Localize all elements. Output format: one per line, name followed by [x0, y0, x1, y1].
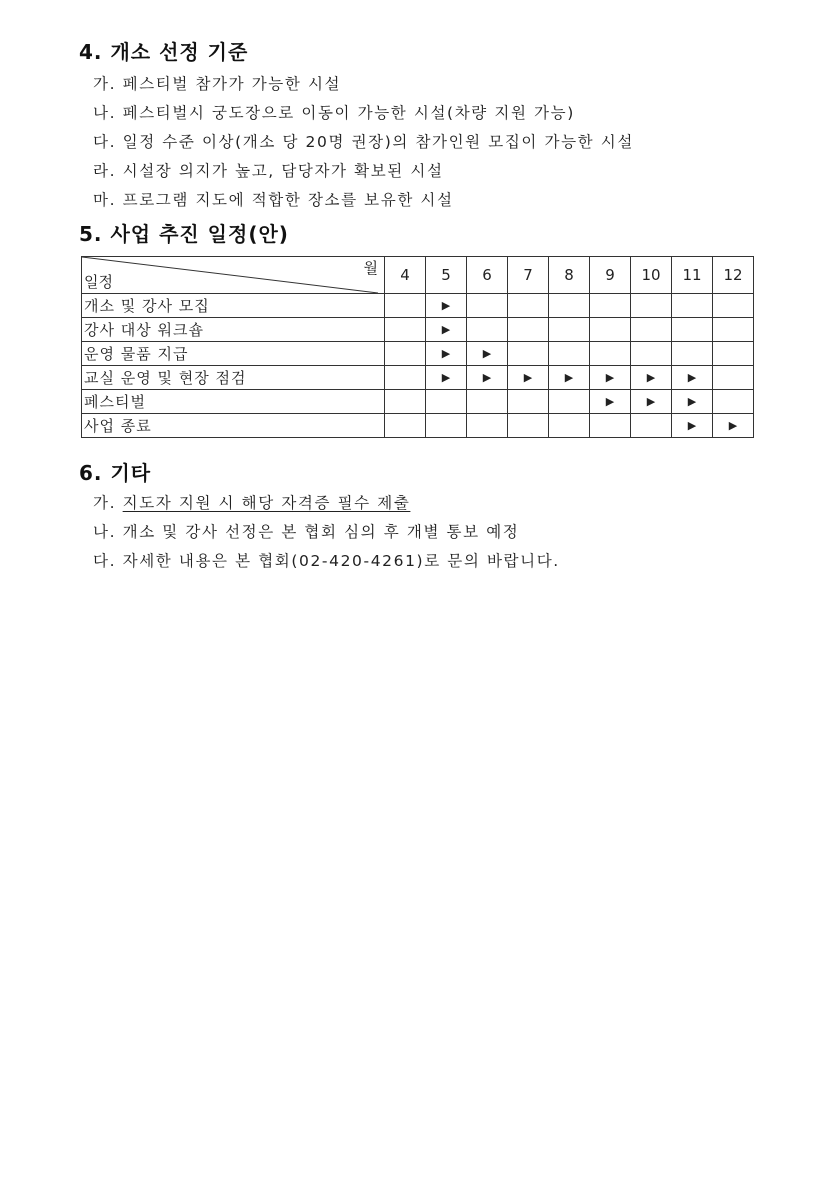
month-header: 4: [385, 257, 426, 294]
schedule-empty-cell: [549, 390, 590, 414]
diagonal-line: [82, 257, 382, 293]
schedule-marker-cell: ▶: [426, 366, 467, 390]
schedule-row-label: 페스티벌: [82, 390, 385, 414]
schedule-empty-cell: [467, 414, 508, 438]
schedule-empty-cell: [385, 390, 426, 414]
schedule-empty-cell: [590, 318, 631, 342]
schedule-table: [81, 256, 754, 438]
schedule-empty-cell: [631, 414, 672, 438]
schedule-empty-cell: [549, 318, 590, 342]
schedule-empty-cell: [426, 414, 467, 438]
schedule-row: [82, 318, 754, 342]
schedule-marker-cell: ▶: [426, 342, 467, 366]
schedule-empty-cell: [631, 342, 672, 366]
month-header: 12: [713, 257, 754, 294]
schedule-row: [82, 294, 754, 318]
schedule-empty-cell: [631, 294, 672, 318]
section-6-item-3: 다. 자세한 내용은 본 협회(02-420-4261)로 문의 바랍니다.: [93, 552, 560, 570]
schedule-empty-cell: [672, 342, 713, 366]
schedule-empty-cell: [672, 294, 713, 318]
schedule-row-label: 사업 종료: [82, 414, 385, 438]
schedule-empty-cell: [713, 366, 754, 390]
schedule-marker-cell: ▶: [631, 366, 672, 390]
schedule-empty-cell: [549, 294, 590, 318]
schedule-marker-cell: ▶: [467, 366, 508, 390]
schedule-empty-cell: [713, 318, 754, 342]
section-6-item-2: 나. 개소 및 강사 선정은 본 협회 심의 후 개별 통보 예정: [93, 523, 520, 541]
schedule-empty-cell: [713, 390, 754, 414]
schedule-marker-cell: ▶: [549, 366, 590, 390]
schedule-empty-cell: [590, 414, 631, 438]
schedule-empty-cell: [672, 318, 713, 342]
month-header: 6: [467, 257, 508, 294]
schedule-empty-cell: [508, 390, 549, 414]
schedule-marker-cell: ▶: [672, 414, 713, 438]
schedule-row-label: 교실 운영 및 현장 점검: [82, 366, 385, 390]
schedule-marker-cell: ▶: [426, 318, 467, 342]
schedule-marker-cell: ▶: [713, 414, 754, 438]
schedule-marker-cell: ▶: [508, 366, 549, 390]
section-6-title: 6. 기타: [79, 461, 152, 485]
schedule-row: [82, 390, 754, 414]
month-header: 5: [426, 257, 467, 294]
schedule-row: [82, 366, 754, 390]
header-schedule-label: 일정: [84, 273, 113, 291]
schedule-empty-cell: [385, 294, 426, 318]
schedule-empty-cell: [508, 294, 549, 318]
schedule-empty-cell: [508, 318, 549, 342]
schedule-empty-cell: [385, 414, 426, 438]
section-4-item-3: 다. 일정 수준 이상(개소 당 20명 권장)의 참가인원 모집이 가능한 시설: [93, 133, 634, 151]
schedule-empty-cell: [385, 318, 426, 342]
header-month-label: 월: [363, 259, 378, 277]
schedule-marker-cell: ▶: [631, 390, 672, 414]
schedule-row: [82, 414, 754, 438]
schedule-empty-cell: [713, 294, 754, 318]
schedule-marker-cell: ▶: [467, 342, 508, 366]
schedule-marker-cell: ▶: [590, 366, 631, 390]
schedule-empty-cell: [590, 342, 631, 366]
schedule-marker-cell: ▶: [672, 390, 713, 414]
month-header: 8: [549, 257, 590, 294]
schedule-marker-cell: ▶: [672, 366, 713, 390]
diagonal-header-cell: [82, 257, 385, 294]
schedule-marker-cell: ▶: [426, 294, 467, 318]
schedule-empty-cell: [549, 414, 590, 438]
schedule-empty-cell: [467, 294, 508, 318]
section-4-item-5: 마. 프로그램 지도에 적합한 장소를 보유한 시설: [93, 191, 454, 209]
schedule-marker-cell: ▶: [590, 390, 631, 414]
schedule-header-row: [82, 257, 754, 294]
schedule-empty-cell: [508, 342, 549, 366]
schedule-empty-cell: [713, 342, 754, 366]
section-5-title: 5. 사업 추진 일정(안): [79, 222, 289, 246]
schedule-body: [82, 294, 754, 438]
schedule-empty-cell: [385, 342, 426, 366]
schedule-empty-cell: [549, 342, 590, 366]
section-4-item-1: 가. 페스티벌 참가가 가능한 시설: [93, 75, 342, 93]
schedule-row-label: 강사 대상 워크숍: [82, 318, 385, 342]
section-6-item-1-text: 지도자 지원 시 해당 자격증 필수 제출: [122, 494, 411, 512]
section-4-item-2: 나. 페스티벌시 궁도장으로 이동이 가능한 시설(차량 지원 가능): [93, 104, 575, 122]
schedule-empty-cell: [631, 318, 672, 342]
schedule-row-label: 개소 및 강사 모집: [82, 294, 385, 318]
schedule-empty-cell: [385, 366, 426, 390]
schedule-empty-cell: [590, 294, 631, 318]
section-6-item-1: [93, 491, 410, 513]
month-header: 10: [631, 257, 672, 294]
month-header: 7: [508, 257, 549, 294]
schedule-empty-cell: [426, 390, 467, 414]
schedule-empty-cell: [467, 390, 508, 414]
schedule-row-label: 운영 물품 지급: [82, 342, 385, 366]
month-header: 9: [590, 257, 631, 294]
section-6-item-1-prefix: 가.: [93, 494, 123, 512]
schedule-empty-cell: [467, 318, 508, 342]
section-4-item-4: 라. 시설장 의지가 높고, 담당자가 확보된 시설: [93, 162, 444, 180]
month-header: 11: [672, 257, 713, 294]
schedule-row: [82, 342, 754, 366]
section-4-title: 4. 개소 선정 기준: [79, 40, 249, 64]
schedule-empty-cell: [508, 414, 549, 438]
